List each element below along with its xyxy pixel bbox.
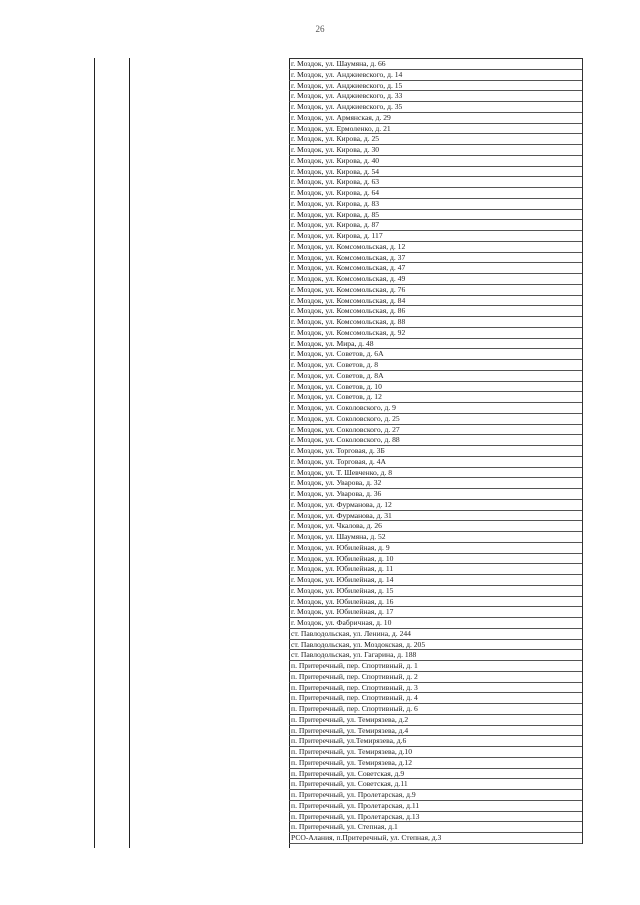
address-row: п. Притеречный, ул. Пролетарская, д.9 bbox=[289, 790, 582, 801]
address-row: г. Моздок, ул. Анджиевского, д. 15 bbox=[289, 81, 582, 92]
address-row: г. Моздок, ул. Кирова, д. 30 bbox=[289, 145, 582, 156]
table-border-line bbox=[129, 58, 130, 848]
address-row: ст. Павлодольская, ул. Гагарина, д. 188 bbox=[289, 650, 582, 661]
address-row: г. Моздок, ул. Шаумяна, д. 52 bbox=[289, 532, 582, 543]
address-row: ст. Павлодольская, ул. Ленина, д. 244 bbox=[289, 629, 582, 640]
address-row: г. Моздок, ул. Юбилейная, д. 10 bbox=[289, 554, 582, 565]
address-row: РСО-Алания, п.Притеречный, ул. Степная, д.3 bbox=[289, 833, 582, 844]
address-row: г. Моздок, ул. Кирова, д. 83 bbox=[289, 199, 582, 210]
address-row: г. Моздок, ул. Советов, д. 8А bbox=[289, 371, 582, 382]
address-row: п. Притеречный, ул. Пролетарская, д.11 bbox=[289, 801, 582, 812]
address-row: г. Моздок, ул. Комсомольская, д. 47 bbox=[289, 263, 582, 274]
address-row: п. Притеречный, ул. Степная, д.1 bbox=[289, 822, 582, 833]
address-row: г. Моздок, ул. Юбилейная, д. 16 bbox=[289, 597, 582, 608]
address-row: г. Моздок, ул. Комсомольская, д. 92 bbox=[289, 328, 582, 339]
address-row: г. Моздок, ул. Советов, д. 6А bbox=[289, 349, 582, 360]
address-row: г. Моздок, ул. Ермоленко, д. 21 bbox=[289, 124, 582, 135]
address-row: г. Моздок, ул. Советов, д. 8 bbox=[289, 360, 582, 371]
address-row: п. Притеречный, ул. Темирязева, д.10 bbox=[289, 747, 582, 758]
address-row: г. Моздок, ул. Уварова, д. 36 bbox=[289, 489, 582, 500]
address-row: п. Притеречный, ул. Советская, д.9 bbox=[289, 769, 582, 780]
address-row: г. Моздок, ул. Кирова, д. 63 bbox=[289, 177, 582, 188]
address-row: г. Моздок, ул. Комсомольская, д. 88 bbox=[289, 317, 582, 328]
address-row: г. Моздок, ул. Торговая, д. 4А bbox=[289, 457, 582, 468]
address-row: г. Моздок, ул. Комсомольская, д. 37 bbox=[289, 253, 582, 264]
address-table bbox=[289, 58, 583, 844]
address-row: г. Моздок, ул. Комсомольская, д. 12 bbox=[289, 242, 582, 253]
address-row: г. Моздок, ул. Соколовского, д. 25 bbox=[289, 414, 582, 425]
address-row: г. Моздок, ул. Шаумяна, д. 66 bbox=[289, 59, 582, 70]
address-row: г. Моздок, ул. Кирова, д. 40 bbox=[289, 156, 582, 167]
address-row: г. Моздок, ул. Кирова, д. 25 bbox=[289, 134, 582, 145]
address-row: г. Моздок, ул. Кирова, д. 85 bbox=[289, 210, 582, 221]
address-row: г. Моздок, ул. Юбилейная, д. 17 bbox=[289, 607, 582, 618]
address-row: п. Притеречный, пер. Спортивный, д. 6 bbox=[289, 704, 582, 715]
address-row: г. Моздок, ул. Т. Шевченко, д. 8 bbox=[289, 468, 582, 479]
address-row: г. Моздок, ул. Анджиевского, д. 14 bbox=[289, 70, 582, 81]
address-row: г. Моздок, ул. Комсомольская, д. 76 bbox=[289, 285, 582, 296]
address-row: ст. Павлодольская, ул. Моздокская, д. 205 bbox=[289, 640, 582, 651]
address-row: г. Моздок, ул. Кирова, д. 87 bbox=[289, 220, 582, 231]
address-row: п. Притеречный, пер. Спортивный, д. 3 bbox=[289, 683, 582, 694]
address-row: п. Притеречный, ул. Темирязева, д.4 bbox=[289, 726, 582, 737]
address-row: г. Моздок, ул. Фабричная, д. 10 bbox=[289, 618, 582, 629]
address-row: г. Моздок, ул. Комсомольская, д. 86 bbox=[289, 306, 582, 317]
address-row: г. Моздок, ул. Юбилейная, д. 15 bbox=[289, 586, 582, 597]
address-row: п. Притеречный, ул. Темирязева, д.2 bbox=[289, 715, 582, 726]
address-row: г. Моздок, ул. Торговая, д. 3Б bbox=[289, 446, 582, 457]
address-row: г. Моздок, ул. Мира, д. 48 bbox=[289, 339, 582, 350]
table-border-line bbox=[94, 58, 95, 848]
address-row: г. Моздок, ул. Анджиевского, д. 35 bbox=[289, 102, 582, 113]
address-row: г. Моздок, ул. Комсомольская, д. 84 bbox=[289, 296, 582, 307]
address-row: п. Притеречный, ул. Темирязева, д.12 bbox=[289, 758, 582, 769]
address-row: г. Моздок, ул. Анджиевского, д. 33 bbox=[289, 91, 582, 102]
address-row: г. Моздок, ул. Уварова, д. 32 bbox=[289, 478, 582, 489]
address-row: п. Притеречный, пер. Спортивный, д. 1 bbox=[289, 661, 582, 672]
address-row: г. Моздок, ул. Советов, д. 10 bbox=[289, 382, 582, 393]
address-row: г. Моздок, ул. Комсомольская, д. 49 bbox=[289, 274, 582, 285]
address-row: г. Моздок, ул. Кирова, д. 64 bbox=[289, 188, 582, 199]
address-row: г. Моздок, ул. Соколовского, д. 9 bbox=[289, 403, 582, 414]
address-row: п. Притеречный, пер. Спортивный, д. 2 bbox=[289, 672, 582, 683]
address-row: г. Моздок, ул. Армянская, д. 29 bbox=[289, 113, 582, 124]
address-row: п. Притеречный, ул. Пролетарская, д.13 bbox=[289, 812, 582, 823]
address-row: г. Моздок, ул. Соколовского, д. 88 bbox=[289, 435, 582, 446]
address-row: г. Моздок, ул. Юбилейная, д. 9 bbox=[289, 543, 582, 554]
address-row: г. Моздок, ул. Кирова, д. 54 bbox=[289, 167, 582, 178]
address-row: г. Моздок, ул. Кирова, д. 117 bbox=[289, 231, 582, 242]
address-row: п. Притеречный, ул.Темирязева, д.6 bbox=[289, 736, 582, 747]
address-row: г. Моздок, ул. Соколовского, д. 27 bbox=[289, 425, 582, 436]
address-row: п. Притеречный, пер. Спортивный, д. 4 bbox=[289, 693, 582, 704]
address-row: г. Моздок, ул. Фурманова, д. 12 bbox=[289, 500, 582, 511]
address-row: г. Моздок, ул. Советов, д. 12 bbox=[289, 392, 582, 403]
address-row: г. Моздок, ул. Юбилейная, д. 11 bbox=[289, 564, 582, 575]
page-number: 26 bbox=[315, 24, 325, 34]
address-row: г. Моздок, ул. Чкалова, д. 26 bbox=[289, 521, 582, 532]
address-row: г. Моздок, ул. Юбилейная, д. 14 bbox=[289, 575, 582, 586]
address-row: г. Моздок, ул. Фурманова, д. 31 bbox=[289, 511, 582, 522]
address-row: п. Притеречный, ул. Советская, д.11 bbox=[289, 779, 582, 790]
